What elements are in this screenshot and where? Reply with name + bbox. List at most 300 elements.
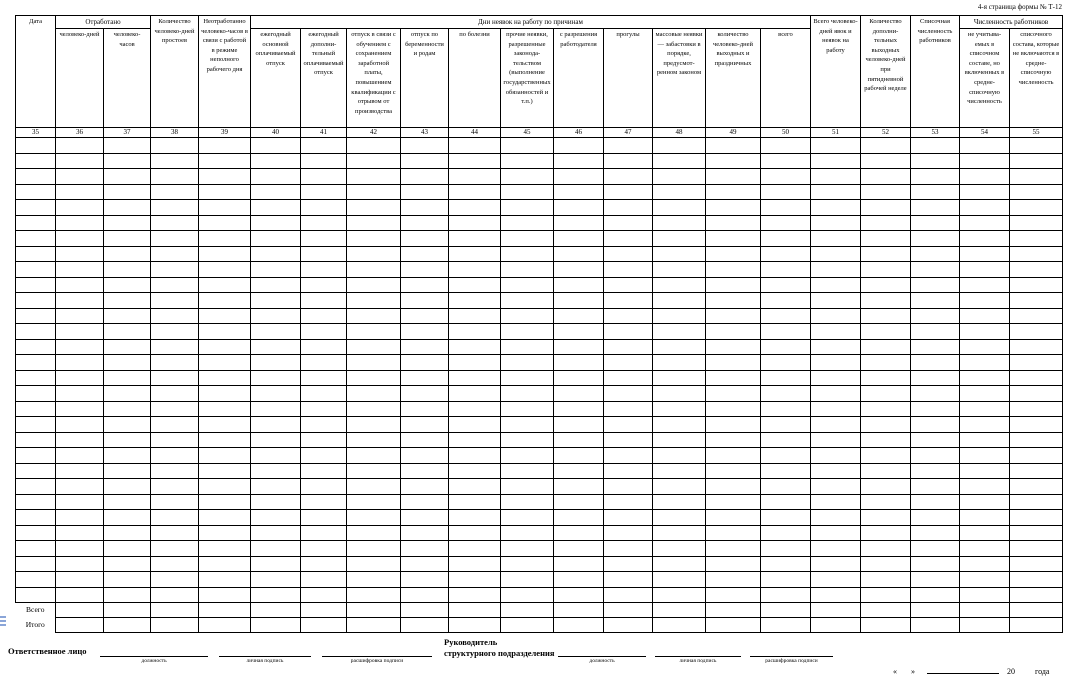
data-row (16, 525, 1063, 541)
data-cell (449, 153, 501, 169)
data-cell (761, 200, 811, 216)
total-row (16, 603, 1063, 618)
data-cell (347, 184, 401, 200)
data-cell (861, 525, 911, 541)
data-cell (653, 324, 706, 340)
data-cell (104, 572, 151, 588)
data-cell (56, 262, 104, 278)
total-cell (449, 603, 501, 618)
data-cell (554, 432, 604, 448)
data-cell (16, 246, 56, 262)
data-cell (706, 262, 761, 278)
data-cell (811, 262, 861, 278)
data-cell (104, 541, 151, 557)
data-cell (653, 541, 706, 557)
data-cell (449, 293, 501, 309)
data-cell (347, 231, 401, 247)
data-cell (151, 417, 199, 433)
data-cell (199, 541, 251, 557)
data-row (16, 215, 1063, 231)
data-cell (199, 525, 251, 541)
data-cell (56, 510, 104, 526)
col-45-header: прочие неявки, разрешенные законодательством (выполнение государственных обязанностей и т.п.) (501, 29, 554, 128)
data-cell (653, 246, 706, 262)
total-cell (199, 603, 251, 618)
data-cell (554, 370, 604, 386)
data-cell (653, 572, 706, 588)
total-cell (449, 618, 501, 633)
data-cell (861, 417, 911, 433)
data-cell (16, 587, 56, 603)
data-cell (301, 494, 347, 510)
data-cell (761, 138, 811, 154)
data-cell (251, 293, 301, 309)
data-cell (56, 525, 104, 541)
data-row (16, 587, 1063, 603)
data-cell (401, 277, 449, 293)
data-cell (554, 231, 604, 247)
data-cell (347, 246, 401, 262)
total-cell (911, 618, 960, 633)
data-cell (347, 169, 401, 185)
data-cell (653, 169, 706, 185)
data-cell (861, 463, 911, 479)
col-46-header: с разрешения работодателя (554, 29, 604, 128)
total-cell (151, 603, 199, 618)
data-cell (604, 153, 653, 169)
data-cell (811, 231, 861, 247)
data-cell (911, 370, 960, 386)
data-cell (16, 556, 56, 572)
data-cell (554, 153, 604, 169)
data-cell (604, 339, 653, 355)
data-cell (401, 200, 449, 216)
data-cell (199, 200, 251, 216)
col-37-number: 37 (104, 128, 151, 138)
data-cell (301, 463, 347, 479)
data-cell (401, 153, 449, 169)
data-cell (501, 246, 554, 262)
total-cell (401, 618, 449, 633)
col-55-number: 55 (1010, 128, 1063, 138)
data-cell (151, 463, 199, 479)
data-cell (501, 587, 554, 603)
total-cell (347, 618, 401, 633)
data-cell (251, 200, 301, 216)
signature-line-caption: должность (141, 658, 167, 664)
data-cell (301, 262, 347, 278)
data-cell (151, 525, 199, 541)
col-43-header: отпуск по беременности и родам (401, 29, 449, 128)
col-36-header: человеко-дней (56, 29, 104, 128)
data-cell (1010, 153, 1063, 169)
data-cell (401, 215, 449, 231)
data-cell (449, 215, 501, 231)
data-cell (449, 448, 501, 464)
data-cell (761, 386, 811, 402)
col-44-header: по болезни (449, 29, 501, 128)
data-cell (761, 370, 811, 386)
signature-line-caption: расшифровка подписи (765, 658, 818, 664)
data-cell (104, 386, 151, 402)
data-cell (56, 138, 104, 154)
data-cell (554, 479, 604, 495)
data-cell (761, 231, 811, 247)
data-cell (16, 169, 56, 185)
data-cell (1010, 293, 1063, 309)
data-cell (960, 324, 1010, 340)
total-cell (604, 603, 653, 618)
data-cell (706, 479, 761, 495)
data-row (16, 262, 1063, 278)
page-form-note: 4-я страница формы № Т-12 (977, 3, 1062, 11)
data-cell (104, 138, 151, 154)
data-cell (301, 370, 347, 386)
data-cell (401, 401, 449, 417)
data-cell (811, 277, 861, 293)
data-cell (56, 153, 104, 169)
data-cell (554, 355, 604, 371)
data-cell (653, 355, 706, 371)
data-cell (811, 432, 861, 448)
total-cell (554, 618, 604, 633)
data-cell (604, 231, 653, 247)
data-cell (449, 184, 501, 200)
data-cell (604, 510, 653, 526)
data-cell (554, 386, 604, 402)
data-cell (251, 417, 301, 433)
data-cell (56, 324, 104, 340)
total-cell (653, 618, 706, 633)
data-cell (960, 184, 1010, 200)
data-cell (554, 510, 604, 526)
data-cell (16, 184, 56, 200)
data-cell (104, 494, 151, 510)
data-cell (911, 417, 960, 433)
data-cell (251, 525, 301, 541)
data-cell (1010, 541, 1063, 557)
col-51-number: 51 (811, 128, 861, 138)
total-cell (960, 618, 1010, 633)
data-cell (16, 231, 56, 247)
data-cell (604, 262, 653, 278)
data-cell (706, 556, 761, 572)
data-cell (56, 463, 104, 479)
data-cell (199, 587, 251, 603)
data-cell (199, 324, 251, 340)
head-decoded-field (750, 648, 833, 664)
data-cell (1010, 401, 1063, 417)
data-cell (811, 463, 861, 479)
data-cell (301, 277, 347, 293)
data-cell (251, 153, 301, 169)
data-cell (911, 153, 960, 169)
data-cell (554, 308, 604, 324)
data-cell (449, 246, 501, 262)
data-cell (449, 556, 501, 572)
data-cell (706, 200, 761, 216)
data-cell (1010, 556, 1063, 572)
data-cell (501, 215, 554, 231)
data-cell (16, 494, 56, 510)
data-cell (401, 324, 449, 340)
total-cell (301, 603, 347, 618)
data-cell (861, 339, 911, 355)
data-cell (706, 277, 761, 293)
col-40-number: 40 (251, 128, 301, 138)
data-cell (104, 277, 151, 293)
data-cell (16, 277, 56, 293)
data-cell (16, 324, 56, 340)
data-cell (501, 448, 554, 464)
data-cell (251, 587, 301, 603)
data-cell (811, 510, 861, 526)
data-row (16, 479, 1063, 495)
data-cell (554, 277, 604, 293)
data-cell (501, 432, 554, 448)
data-cell (501, 370, 554, 386)
data-cell (811, 324, 861, 340)
data-cell (151, 169, 199, 185)
data-cell (811, 169, 861, 185)
signature-line (219, 648, 311, 657)
head-signature-field (655, 648, 741, 664)
data-cell (706, 324, 761, 340)
data-cell (199, 339, 251, 355)
signature-line-caption: расшифровка подписи (350, 658, 404, 664)
col-50-number: 50 (761, 128, 811, 138)
data-cell (301, 587, 347, 603)
date-blank-line (927, 665, 999, 674)
data-cell (401, 184, 449, 200)
data-cell (911, 572, 960, 588)
data-cell (653, 386, 706, 402)
data-cell (653, 262, 706, 278)
data-cell (16, 215, 56, 231)
data-cell (251, 277, 301, 293)
data-cell (653, 308, 706, 324)
signature-line (322, 648, 432, 657)
data-row (16, 153, 1063, 169)
data-cell (761, 510, 811, 526)
total-row-label: Итого (16, 618, 56, 633)
data-cell (151, 355, 199, 371)
data-cell (199, 386, 251, 402)
data-cell (501, 525, 554, 541)
data-cell (761, 448, 811, 464)
data-row (16, 339, 1063, 355)
data-row (16, 308, 1063, 324)
timesheet-table (15, 15, 1063, 633)
data-cell (1010, 231, 1063, 247)
data-cell (16, 200, 56, 216)
data-cell (861, 370, 911, 386)
signature-line (100, 648, 208, 657)
data-cell (1010, 494, 1063, 510)
total-cell (199, 618, 251, 633)
data-cell (301, 169, 347, 185)
data-cell (301, 479, 347, 495)
data-cell (960, 246, 1010, 262)
data-cell (501, 293, 554, 309)
data-cell (653, 153, 706, 169)
data-cell (401, 494, 449, 510)
data-cell (960, 479, 1010, 495)
data-cell (811, 339, 861, 355)
data-cell (16, 541, 56, 557)
data-cell (199, 417, 251, 433)
data-cell (301, 138, 347, 154)
col-43-number: 43 (401, 128, 449, 138)
data-row (16, 494, 1063, 510)
data-cell (554, 463, 604, 479)
data-cell (347, 463, 401, 479)
data-cell (911, 479, 960, 495)
data-cell (1010, 386, 1063, 402)
data-cell (199, 572, 251, 588)
data-cell (761, 494, 811, 510)
data-cell (104, 463, 151, 479)
data-cell (604, 246, 653, 262)
col-48-number: 48 (653, 128, 706, 138)
data-cell (199, 448, 251, 464)
data-cell (1010, 339, 1063, 355)
total-cell (347, 603, 401, 618)
date-line (893, 665, 1049, 678)
data-cell (960, 541, 1010, 557)
data-cell (604, 386, 653, 402)
data-cell (151, 370, 199, 386)
data-cell (811, 417, 861, 433)
data-cell (56, 215, 104, 231)
data-cell (653, 370, 706, 386)
data-cell (501, 308, 554, 324)
data-cell (151, 293, 199, 309)
data-cell (811, 556, 861, 572)
data-cell (449, 587, 501, 603)
data-cell (911, 200, 960, 216)
data-cell (347, 200, 401, 216)
data-cell (301, 153, 347, 169)
data-cell (960, 448, 1010, 464)
data-cell (911, 308, 960, 324)
data-cell (960, 370, 1010, 386)
data-cell (501, 231, 554, 247)
data-cell (251, 324, 301, 340)
data-cell (449, 494, 501, 510)
data-cell (449, 541, 501, 557)
data-cell (501, 339, 554, 355)
data-cell (604, 277, 653, 293)
data-cell (960, 494, 1010, 510)
data-cell (861, 169, 911, 185)
data-cell (706, 510, 761, 526)
data-cell (151, 308, 199, 324)
data-cell (1010, 448, 1063, 464)
data-cell (449, 200, 501, 216)
data-cell (401, 246, 449, 262)
data-cell (1010, 417, 1063, 433)
data-cell (199, 153, 251, 169)
col-35-number: 35 (16, 128, 56, 138)
data-cell (554, 262, 604, 278)
data-cell (347, 448, 401, 464)
data-cell (706, 246, 761, 262)
data-cell (104, 339, 151, 355)
data-cell (251, 339, 301, 355)
data-cell (706, 184, 761, 200)
data-cell (554, 556, 604, 572)
data-cell (151, 339, 199, 355)
data-row (16, 200, 1063, 216)
data-cell (911, 587, 960, 603)
data-cell (861, 324, 911, 340)
data-cell (706, 386, 761, 402)
data-cell (449, 169, 501, 185)
data-cell (199, 463, 251, 479)
data-cell (706, 525, 761, 541)
data-cell (301, 339, 347, 355)
col-36-number: 36 (56, 128, 104, 138)
data-row (16, 417, 1063, 433)
total-cell (761, 603, 811, 618)
col-39-header: Неотработанно человеко-часов в связи с работой в режиме неполного рабочего дня (199, 16, 251, 128)
data-cell (861, 587, 911, 603)
signature-line-caption: должность (589, 658, 615, 664)
data-row (16, 432, 1063, 448)
data-cell (301, 308, 347, 324)
col-50-header: всего (761, 29, 811, 128)
data-cell (401, 479, 449, 495)
data-cell (1010, 479, 1063, 495)
data-cell (554, 587, 604, 603)
data-cell (199, 401, 251, 417)
data-cell (761, 277, 811, 293)
data-cell (151, 277, 199, 293)
data-cell (604, 370, 653, 386)
data-cell (960, 153, 1010, 169)
data-cell (301, 572, 347, 588)
data-cell (199, 215, 251, 231)
data-cell (861, 215, 911, 231)
data-cell (401, 463, 449, 479)
data-cell (554, 448, 604, 464)
data-cell (151, 541, 199, 557)
data-cell (960, 169, 1010, 185)
data-cell (401, 525, 449, 541)
data-cell (151, 386, 199, 402)
data-cell (401, 308, 449, 324)
data-cell (604, 169, 653, 185)
data-cell (449, 231, 501, 247)
data-cell (104, 246, 151, 262)
data-cell (401, 138, 449, 154)
responsible-decoded-field (322, 648, 432, 664)
data-cell (56, 308, 104, 324)
data-cell (301, 432, 347, 448)
data-cell (554, 200, 604, 216)
data-cell (1010, 355, 1063, 371)
data-cell (501, 355, 554, 371)
data-cell (301, 355, 347, 371)
data-cell (16, 262, 56, 278)
data-cell (960, 556, 1010, 572)
data-cell (861, 386, 911, 402)
data-cell (960, 262, 1010, 278)
data-cell (761, 246, 811, 262)
data-cell (16, 293, 56, 309)
data-cell (604, 463, 653, 479)
